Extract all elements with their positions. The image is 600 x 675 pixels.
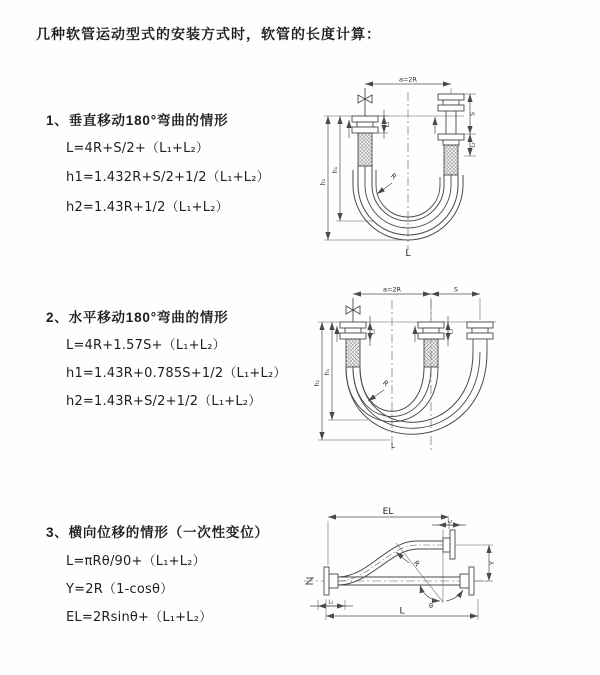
- angle-label: θ: [429, 602, 433, 610]
- dimension-l1: [370, 316, 455, 346]
- length-label: L: [391, 442, 395, 450]
- dim-l1-label: L₁: [448, 328, 455, 335]
- section-1-formula-h2: h2=1.43R+1/2（L₁+L₂）: [66, 200, 229, 215]
- length-label: L: [405, 248, 411, 259]
- dim-s-label: S: [469, 112, 477, 116]
- dim-l2-label: L₂: [447, 518, 453, 525]
- dim-a2r-label: a=2R: [398, 75, 418, 84]
- valve-icon: [358, 88, 372, 116]
- section-2-heading: 2、水平移动180°弯曲的情形: [46, 310, 229, 325]
- hose-u-position-2: [346, 352, 487, 434]
- dim-y-label: Y: [488, 561, 496, 565]
- section-1-heading: 1、垂直移动180°弯曲的情形: [46, 113, 229, 128]
- radius-label: R: [380, 378, 390, 389]
- diagram-lateral-displacement: [296, 503, 594, 641]
- section-3-formula-Y: Y=2R（1-cosθ）: [66, 582, 174, 597]
- section-2-formula-L: L=4R+1.57S+（L₁+L₂）: [66, 338, 226, 353]
- radius-leader: [368, 379, 390, 401]
- section-3-heading: 3、横向位移的情形（一次性变位）: [46, 525, 269, 540]
- dimension-s: [431, 286, 480, 295]
- dim-a2r-label: a=2R: [382, 285, 402, 294]
- dim-l1-label: L₁: [370, 328, 377, 335]
- valve-icon: [346, 298, 360, 322]
- section-2-formula-h2: h2=1.43R+S/2+1/2（L₁+L₂）: [66, 394, 262, 409]
- dimension-l1: [310, 600, 353, 611]
- dimension-l1: [378, 110, 391, 139]
- dim-l1-label: L₁: [328, 599, 334, 606]
- radius-label: R: [388, 171, 398, 182]
- hose-s-curve: [338, 541, 443, 585]
- dim-s-label: S: [453, 285, 459, 294]
- right-fitting-stack: [435, 94, 464, 175]
- dimension-l2: [432, 519, 466, 526]
- dim-h2-label: h₂: [320, 178, 327, 186]
- dim-h1-label: h₁: [332, 166, 339, 174]
- section-1-formula-h1: h1=1.432R+S/2+1/2（L₁+L₂）: [66, 170, 270, 185]
- radius-label: R: [411, 559, 422, 569]
- dimension-l: [326, 599, 478, 620]
- section-3-formula-EL: EL=2Rsinθ+（L₁+L₂）: [66, 610, 213, 625]
- left-fitting: [349, 116, 378, 166]
- length-label: L: [399, 606, 405, 617]
- left-fitting: [337, 322, 366, 367]
- middle-fitting: [415, 322, 444, 367]
- dim-l1-label: L₁: [385, 121, 391, 128]
- diagram-vertical-180-bend: [308, 70, 580, 262]
- section-2-formula-h1: h1=1.43R+0.785S+1/2（L₁+L₂）: [66, 366, 287, 381]
- dimension-a2r: [353, 286, 480, 321]
- dim-el-label: EL: [382, 507, 394, 517]
- right-fitting: [467, 322, 493, 352]
- section-3-formula-L: L=πRθ/90+（L₁+L₂）: [66, 554, 206, 569]
- radius-leader: [377, 172, 398, 194]
- section-1-formula-L: L=4R+S/2+（L₁+L₂）: [66, 141, 210, 156]
- upper-flange: [443, 530, 455, 559]
- dim-l2-label: L₂: [470, 142, 477, 148]
- page-title: 几种软管运动型式的安装方式时，软管的长度计算：: [36, 26, 381, 42]
- dimension-el: [328, 507, 449, 565]
- diagram-horizontal-180-bend: [306, 280, 594, 462]
- dim-h1-label: h₁: [324, 368, 331, 376]
- radius-leader: [396, 552, 421, 568]
- dimension-s: [464, 94, 477, 134]
- left-flange: [324, 567, 338, 595]
- dim-h2-label: h₂: [314, 379, 321, 387]
- dimension-l2: [464, 134, 477, 156]
